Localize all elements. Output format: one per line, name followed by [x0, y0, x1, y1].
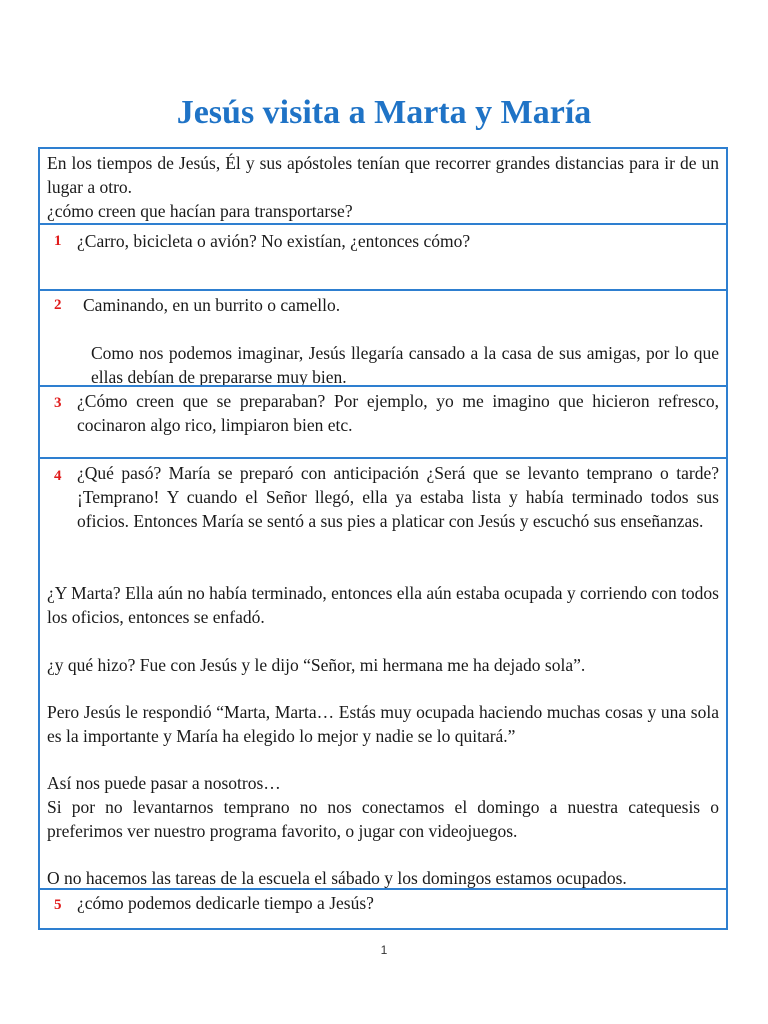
intro-question: ¿cómo creen que hacían para transportarse? [47, 201, 353, 221]
page-title: Jesús visita a Marta y María [176, 94, 592, 131]
item-number: 1 [54, 233, 62, 249]
page-number: 1 [380, 943, 388, 957]
story-paragraph: ¿Y Marta? Ella aún no había terminado, entonces ella aún estaba ocupada y corriendo con todos los oficios, entonces se enfadó. [47, 583, 719, 627]
item-extra-text: Como nos podemos imaginar, Jesús llegaría cansado a la casa de sus amigas, por lo que ellas debían de prepararse muy bien. [91, 343, 719, 387]
item-row-2 [40, 289, 726, 385]
item-number: 4 [54, 468, 62, 484]
item-row-1 [40, 223, 726, 289]
intro-paragraph: En los tiempos de Jesús, Él y sus apóstoles tenían que recorrer grandes distancias para ir de un lugar a otro. [47, 153, 719, 197]
item-row-4 [40, 457, 726, 888]
item-text: ¿Qué pasó? María se preparó con anticipación ¿Será que se levanto temprano o tarde? ¡Temprano! Y cuando el Señor llegó, ella ya estaba lista y había terminado todos sus oficios. Entonces María se sentó a sus pies a platicar con Jesús y escuchó sus enseñanzas. [77, 463, 719, 531]
item-text: Caminando, en un burrito o camello. [83, 295, 341, 315]
item-row-5 [40, 888, 726, 930]
story-paragraph: Así nos puede pasar a nosotros… [47, 773, 281, 793]
story-paragraph: O no hacemos las tareas de la escuela el sábado y los domingos estamos ocupados. [47, 868, 627, 888]
item-text: ¿Carro, bicicleta o avión? No existían, ¿entonces cómo? [77, 231, 471, 251]
item-row-3 [40, 385, 726, 457]
content-table [38, 147, 728, 930]
intro-cell [40, 149, 726, 223]
item-text: ¿Cómo creen que se preparaban? Por ejemplo, yo me imagino que hicieron refresco, cocinaron algo rico, limpiaron bien etc. [77, 391, 719, 435]
story-paragraph: Si por no levantarnos temprano no nos conectamos el domingo a nuestra catequesis o preferimos ver nuestro programa favorito, o jugar con videojuegos. [47, 797, 719, 841]
item-number: 5 [54, 897, 62, 913]
story-paragraph: ¿y qué hizo? Fue con Jesús y le dijo “Señor, mi hermana me ha dejado sola”. [47, 655, 586, 675]
item-text: ¿cómo podemos dedicarle tiempo a Jesús? [77, 893, 374, 913]
story-paragraph: Pero Jesús le respondió “Marta, Marta… Estás muy ocupada haciendo muchas cosas y una sola es la importante y María ha elegido lo mejor y nadie se lo quitará.” [47, 702, 719, 746]
item-number: 3 [54, 395, 62, 411]
item-number: 2 [54, 297, 62, 313]
